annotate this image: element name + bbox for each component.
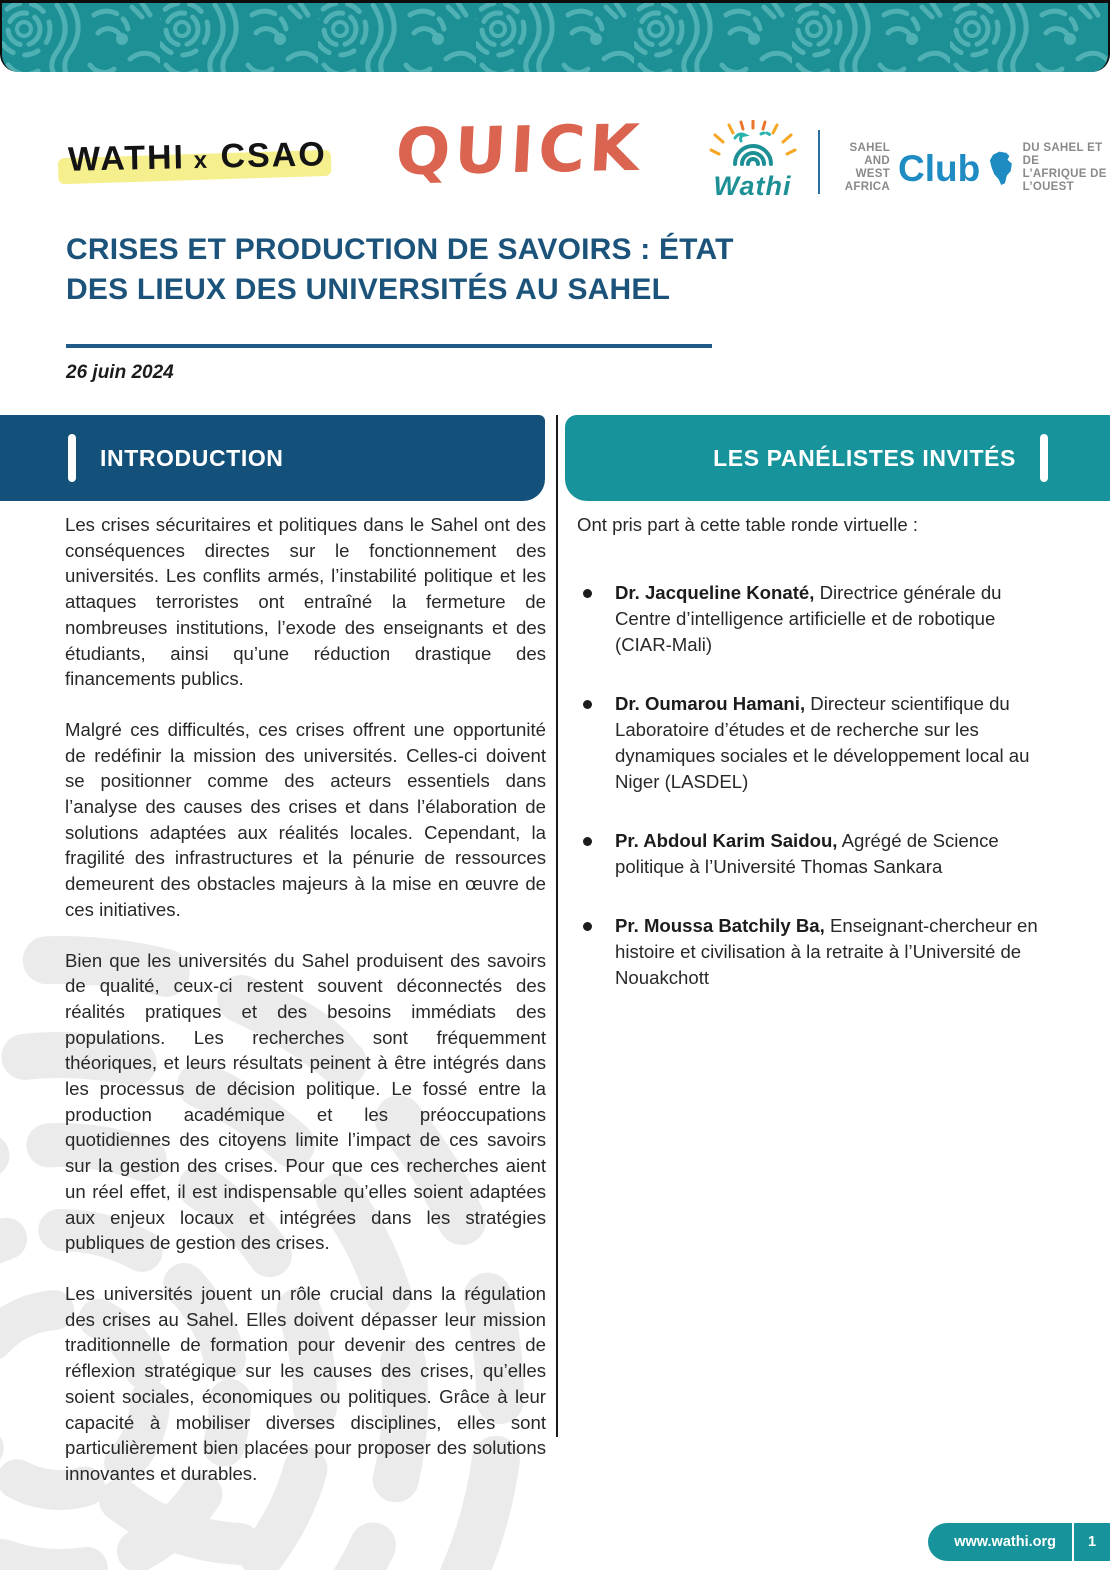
brand-wathi: WATHI (67, 138, 186, 179)
swac-en-line1: SAHEL AND (849, 141, 891, 167)
band-pattern (2, 3, 1110, 72)
intro-paragraph: Les universités jouent un rôle crucial dans la régulation des crises au Sahel. Elles doivent dépasser leur mission traditionnelle de formation pour devenir des centres de réflexion stratégique sur les causes des crises, qu’elles soient sociales, économiques ou politiques. Grâce à leur capacité à mobiliser diverses disciplines, elles sont particulièrement bien placées pour proposer des solutions innovantes et durables. (65, 1282, 546, 1484)
panelist-description: Enseignant-chercheur en histoire et civilisation à la retraite à l’Université de Nouakchott (615, 915, 1038, 988)
wathi-csao-logo (68, 135, 327, 179)
panelist-description: Directrice générale du Centre d’intelligence artificielle et de robotique (CIAR-Mali) (615, 582, 1002, 655)
title-rule (66, 344, 712, 348)
brand-csao-text: CSAO (220, 135, 328, 176)
swac-club-text: Club (898, 147, 981, 189)
brand-x-letter: x (193, 146, 210, 175)
panelists-list-section (577, 512, 1051, 1024)
quick-logo: QUICK (393, 111, 645, 191)
bullet-icon (583, 837, 592, 846)
intro-paragraph: Les crises sécuritaires et politiques dans le Sahel ont des conséquences directes sur le fonctionnement des universités. Les conflits armés, l’instabilité politique et les attaques terroristes ont entraîné la fermeture de nombreuses institutions, l’exode des enseignants et des étudiants, ainsi qu’une réduction drastique des financements publics. (65, 514, 546, 690)
swac-logo (838, 140, 1110, 196)
panelist-item (577, 913, 1051, 991)
panelist-name: Dr. Jacqueline Konaté, (615, 582, 815, 603)
panelist-item (577, 828, 1051, 880)
panelist-description: Directeur scientifique du Laboratoire d’études et de recherche sur les dynamiques sociales et le développement local au Niger (LASDEL) (615, 693, 1030, 792)
panelist-name: Pr. Abdoul Karim Saidou, (615, 830, 838, 851)
swac-fr-line1: DU SAHEL ET DE (1022, 141, 1103, 167)
panelist-name: Pr. Moussa Batchily Ba, (615, 915, 825, 936)
bullet-icon (583, 922, 592, 931)
column-divider (556, 415, 558, 1437)
intro-paragraph: Bien que les universités du Sahel produisent des savoirs de qualité, ceux-ci restent souvent déconnectés des réalités pratiques et des besoins immédiats des populations. Les recherches sont fréquemment théoriques, et leurs résultats peinent à être intégrés dans les processus de décision politique. Le fossé entre la production académique et les préoccupations quotidiennes des citoyens limite l’impact de ces savoirs sur la gestion des crises. Pour que ces recherches aient un réel effet, il est indispensable qu’elles soient adaptées aux enjeux locaux et intégrées dans les stratégies publiques de gestion des crises. (65, 949, 546, 1254)
logo-divider (818, 130, 820, 194)
footer-bar (928, 1523, 1110, 1561)
intro-paragraph: Malgré ces difficultés, ces crises offrent une opportunité de redéfinir la mission des universités. Celles-ci doivent se positionner comme des acteurs essentiels dans l’analyse des causes des crises et dans l’élaboration de solutions adaptées aux réalités locales. Cependant, la fragilité des infrastructures et la pénurie de ressources demeurent des obstacles majeurs à la mise en œuvre de ces initiatives. (65, 718, 546, 920)
header (0, 112, 1110, 212)
top-decorative-band (0, 0, 1110, 72)
bullet-icon (583, 700, 592, 709)
swac-fr-text (1023, 142, 1110, 195)
wathi-sun-logo (700, 120, 805, 202)
footer-website: www.wathi.org (954, 1534, 1056, 1550)
swac-en-text (838, 142, 890, 195)
page-number: 1 (1087, 1534, 1097, 1550)
wathi-sun-icon (705, 120, 801, 172)
swac-fr-line2: L’AFRIQUE DE L’OUEST (1022, 168, 1107, 194)
panelists-banner (565, 415, 1110, 501)
publication-date: 26 juin 2024 (66, 362, 174, 383)
africa-map-icon (988, 140, 1014, 196)
brand-csao (209, 138, 221, 176)
panelist-item (577, 691, 1051, 795)
panelists-lead: Ont pris part à cette table ronde virtuelle : (577, 514, 919, 535)
introduction-heading: INTRODUCTION (100, 444, 284, 471)
page-title: CRISES ET PRODUCTION DE SAVOIRS : ÉTAT DES LIEUX DES UNIVERSITÉS AU SAHEL (66, 233, 734, 306)
swac-en-line2: WEST AFRICA (844, 168, 891, 194)
panelists-heading: LES PANÉLISTES INVITÉS (713, 444, 1016, 471)
panelist-item (577, 580, 1051, 658)
bullet-icon (583, 589, 592, 598)
introduction-banner (0, 415, 545, 501)
introduction-text (65, 512, 546, 1512)
panelist-name: Dr. Oumarou Hamani, (615, 693, 806, 714)
banner-accent-bar (1040, 434, 1048, 482)
wathi-logo-text: Wathi (713, 171, 792, 201)
panelist-description: Agrégé de Science politique à l’Université Thomas Sankara (615, 830, 999, 877)
panelists-list (577, 580, 1051, 991)
banner-accent-bar (68, 434, 76, 482)
